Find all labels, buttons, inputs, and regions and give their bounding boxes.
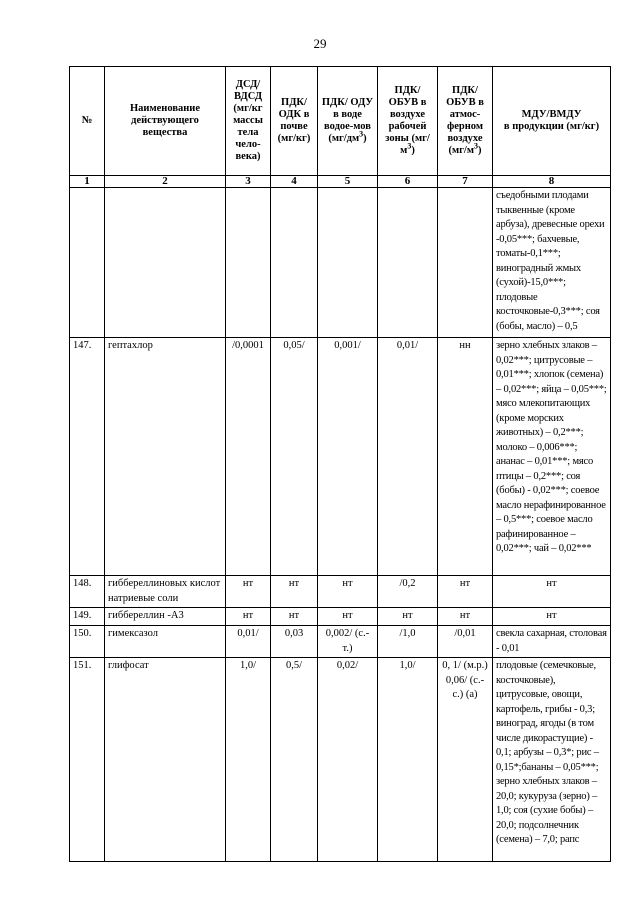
table-row [70, 658, 611, 862]
table-row [70, 608, 611, 626]
pdk-air-value [438, 188, 493, 338]
header-pdk-workzone [378, 67, 438, 176]
pdk-air-value: 0, 1/ (м.р.) 0,06/ (с.-с.) (а) [438, 658, 493, 862]
header-pdk-soil: ПДК/ ОДК в почве (мг/кг) [271, 67, 318, 176]
page-number: 29 [313, 36, 327, 51]
pdk-water-value: 0,001/ [318, 338, 378, 576]
pdk-workzone-value: 0,01/ [378, 338, 438, 576]
row-number: 151. [70, 658, 105, 862]
pdk-workzone-value: /1,0 [378, 626, 438, 658]
dsd-value [226, 188, 271, 338]
table-row [70, 626, 611, 658]
mdu-value: нт [493, 576, 611, 608]
pdk-workzone-value: /0,2 [378, 576, 438, 608]
pdk-air-value: нт [438, 576, 493, 608]
substance-name: глифосат [105, 658, 226, 862]
header-pdk-air-close: ) [478, 145, 482, 156]
header-pdk-workzone-close: ) [411, 145, 415, 156]
mdu-value: свекла сахарная, столовая - 0,01 [493, 626, 611, 658]
pdk-water-value [318, 188, 378, 338]
table-row [70, 576, 611, 608]
row-number: 149. [70, 608, 105, 626]
header-pdk-water [318, 67, 378, 176]
dsd-value: /0,0001 [226, 338, 271, 576]
header-row [70, 67, 611, 176]
header-pdk-water-text: ПДК/ ОДУ в воде водое-мов (мг/дм [321, 97, 374, 144]
header-mdu-unit: в продукции (мг/кг) [503, 121, 600, 132]
row-number: 148. [70, 576, 105, 608]
pdk-water-value: 0,002/ (с.-т.) [318, 626, 378, 658]
substance-name [105, 188, 226, 338]
pdk-workzone-value: нт [378, 608, 438, 626]
regulation-table [69, 66, 611, 862]
dsd-value: 0,01/ [226, 626, 271, 658]
header-pdk-air-sup: 3 [474, 141, 478, 151]
mdu-value: съедобными плодами тыквенные (кроме арбуза), древесные орехи -0,05***; бахчевые, томаты-0,1***; виноградный жмых (сухой)-15,0***; плодовые косточковые-0,3***; соя (бобы, масло) – 0,5 [493, 188, 611, 338]
row-number [70, 188, 105, 338]
mdu-value: нт [493, 608, 611, 626]
header-name: Наименование действующего вещества [105, 67, 226, 176]
substance-name: гиббереллин -А3 [105, 608, 226, 626]
column-number: 7 [438, 176, 493, 188]
row-number: 150. [70, 626, 105, 658]
substance-name: гептахлор [105, 338, 226, 576]
header-dsd: ДСД/ ВДСД (мг/кг массы тела чело-века) [226, 67, 271, 176]
pdk-air-value: нт [438, 608, 493, 626]
column-number: 5 [318, 176, 378, 188]
column-number: 8 [493, 176, 611, 188]
pdk-soil-value: нт [271, 576, 318, 608]
header-mdu [493, 67, 611, 176]
pdk-soil-value: 0,5/ [271, 658, 318, 862]
pdk-air-value: нн [438, 338, 493, 576]
header-pdk-workzone-sup: 3 [407, 141, 412, 151]
header-pdk-water-sup: 3 [359, 129, 364, 139]
substance-name: гиббереллиновых кислот натриевые соли [105, 576, 226, 608]
pdk-soil-value: 0,05/ [271, 338, 318, 576]
row-number: 147. [70, 338, 105, 576]
header-pdk-water-close: ) [363, 133, 367, 144]
header-pdk-air [438, 67, 493, 176]
pdk-soil-value: 0,03 [271, 626, 318, 658]
column-number: 3 [226, 176, 271, 188]
header-mdu-title: МДУ/ВМДУ [521, 109, 582, 120]
pdk-water-value: нт [318, 608, 378, 626]
pdk-water-value: нт [318, 576, 378, 608]
table-row [70, 188, 611, 338]
header-pdk-workzone-text: ПДК/ ОБУВ в воздухе рабочей зоны (мг/м [385, 85, 430, 156]
dsd-value: нт [226, 576, 271, 608]
pdk-workzone-value [378, 188, 438, 338]
pdk-air-value: /0,01 [438, 626, 493, 658]
mdu-value: зерно хлебных злаков – 0,02***; цитрусовые – 0,01***; хлопок (семена) – 0,02***; яйца – 0,05***; мясо млекопитающих (кроме морских животных) – 0,2***; молоко – 0,006***; ананас – 0,01***; мясо птицы – 0,2***; соя (бобы) - 0,02***; соевое масло нерафинированное – 0,5***; соевое масло рафинированное – 0,02***; чай – 0,02*** [493, 338, 611, 576]
column-number: 6 [378, 176, 438, 188]
dsd-value: нт [226, 608, 271, 626]
mdu-value: плодовые (семечковые, косточковые), цитрусовые, овощи, картофель, грибы - 0,3; виноград, ягоды (в том числе дикорастущие) - 0,1; арбузы – 0,3*; рис – 0,15*;бананы – 0,05***; зерно хлебных злаков – 20,0; кукуруза (зерно) – 1,0; соя (сухие бобы) – 20,0; подсолнечник (семена) – 7,0; рапс [493, 658, 611, 862]
substance-name: гимексазол [105, 626, 226, 658]
dsd-value: 1,0/ [226, 658, 271, 862]
header-no: № [70, 67, 105, 176]
column-number: 1 [70, 176, 105, 188]
pdk-workzone-value: 1,0/ [378, 658, 438, 862]
column-number-row [70, 176, 611, 188]
pdk-soil-value [271, 188, 318, 338]
column-number: 4 [271, 176, 318, 188]
pdk-water-value: 0,02/ [318, 658, 378, 862]
table-row [70, 338, 611, 576]
pdk-soil-value: нт [271, 608, 318, 626]
column-number: 2 [105, 176, 226, 188]
header-pdk-air-text: ПДК/ ОБУВ в атмос-ферном воздухе (мг/м [446, 85, 484, 156]
